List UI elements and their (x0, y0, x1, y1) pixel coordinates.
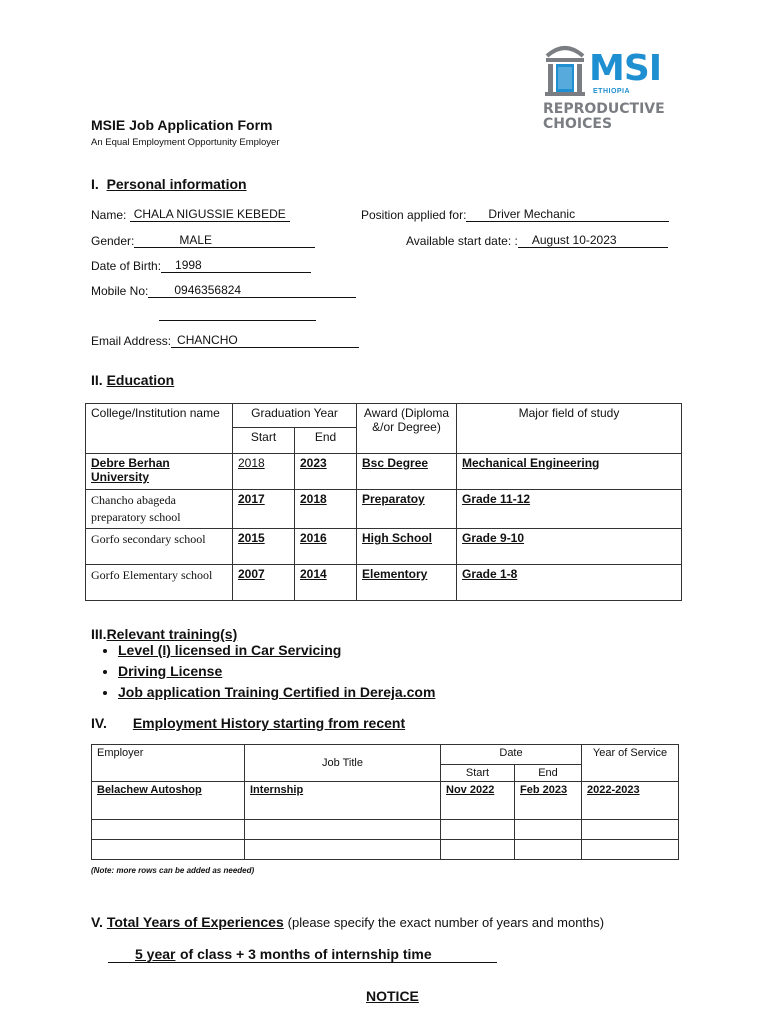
cell-college: Chancho abageda preparatory school (86, 490, 233, 529)
cell-end: Feb 2023 (515, 782, 582, 820)
section-title: Personal information (106, 176, 247, 192)
position-value: Driver Mechanic (488, 207, 576, 221)
cell-years: 2022-2023 (582, 782, 679, 820)
position-label: Position applied for: (361, 208, 467, 222)
section-experience-heading (91, 914, 604, 930)
cell-start: Nov 2022 (441, 782, 515, 820)
dob-field[interactable] (91, 258, 311, 273)
logo-tagline-line1: REPRODUCTIVE (543, 101, 665, 117)
table-row (86, 565, 682, 601)
header-years: Year of Service (582, 745, 679, 782)
cell-employer: Belachew Autoshop (92, 782, 245, 820)
header-college: College/Institution name (86, 404, 233, 454)
table-row (92, 840, 679, 860)
cell-award: High School (357, 529, 457, 565)
header-award: Award (Diploma &/or Degree) (357, 404, 457, 454)
msi-logo (543, 42, 683, 137)
section-title: Relevant training(s) (106, 626, 238, 642)
header-major: Major field of study (457, 404, 682, 454)
section-title: Education (106, 372, 175, 388)
start-date-label: Available start date: : (406, 234, 518, 248)
cell-start: 2015 (233, 529, 295, 565)
gender-label: Gender: (91, 234, 135, 248)
cell-start: 2018 (233, 454, 295, 490)
section-number: III. (91, 626, 107, 642)
cell-major: Grade 11-12 (457, 490, 682, 529)
cell-award: Preparatoy (357, 490, 457, 529)
section-personal-heading (91, 176, 247, 192)
section-number: I. (91, 176, 99, 192)
mobile-label: Mobile No: (91, 284, 149, 298)
empty-cell[interactable] (245, 840, 441, 860)
gender-field[interactable] (91, 233, 315, 248)
notice-heading: NOTICE (366, 988, 419, 1004)
table-note: (Note: more rows can be added as needed) (91, 866, 255, 875)
mobile-field[interactable] (91, 283, 356, 298)
cell-major: Grade 9-10 (457, 529, 682, 565)
training-list (96, 640, 435, 703)
experience-years: 5 year (135, 946, 176, 962)
cell-end: 2016 (295, 529, 357, 565)
education-table (85, 403, 682, 601)
empty-cell[interactable] (441, 820, 515, 840)
cell-major: Grade 1-8 (457, 565, 682, 601)
email-label: Email Address: (91, 334, 172, 348)
table-row (92, 782, 679, 820)
empty-cell[interactable] (582, 840, 679, 860)
empty-cell[interactable] (92, 820, 245, 840)
employment-table (91, 744, 679, 860)
start-date-field[interactable] (406, 233, 668, 248)
email-value: CHANCHO (177, 333, 238, 347)
empty-cell[interactable] (92, 840, 245, 860)
empty-cell[interactable] (441, 840, 515, 860)
section-number: V. (91, 914, 103, 930)
header-end: End (295, 428, 357, 454)
start-date-value: August 10-2023 (531, 233, 617, 247)
header-employer: Employer (92, 745, 245, 782)
experience-detail: of class + 3 months of internship time (180, 946, 432, 962)
logo-tagline-line2: CHOICES (543, 116, 613, 132)
blank-line (159, 320, 316, 321)
logo-brand: MSI (589, 48, 662, 89)
empty-cell[interactable] (515, 840, 582, 860)
cell-award: Elementory (357, 565, 457, 601)
cell-college: Gorfo secondary school (86, 529, 233, 565)
name-field[interactable] (91, 207, 290, 222)
table-row (92, 820, 679, 840)
cell-job-title: Internship (245, 782, 441, 820)
section-number: IV. (91, 715, 107, 731)
section-employment-heading (91, 715, 405, 731)
section-title: Total Years of Experiences (106, 914, 284, 930)
section-title: Employment History starting from recent (132, 715, 406, 731)
list-item: • Level (I) licensed in Car Servicing (118, 640, 435, 661)
building-icon (543, 42, 587, 98)
table-row (86, 454, 682, 490)
name-value: CHALA NIGUSSIE KEBEDE (133, 207, 286, 221)
table-row (86, 490, 682, 529)
section-number: II. (91, 372, 103, 388)
header-date: Date (441, 745, 582, 765)
email-field[interactable] (91, 333, 359, 348)
empty-cell[interactable] (515, 820, 582, 840)
empty-cell[interactable] (582, 820, 679, 840)
cell-end: 2018 (295, 490, 357, 529)
experience-value[interactable] (108, 945, 497, 963)
position-field[interactable] (361, 207, 669, 222)
cell-award: Bsc Degree (357, 454, 457, 490)
cell-college: Gorfo Elementary school (86, 565, 233, 601)
header-start: Start (233, 428, 295, 454)
gender-value: MALE (179, 233, 213, 247)
header-start: Start (441, 765, 515, 782)
header-job-title: Job Title (245, 745, 441, 782)
header-grad-year: Graduation Year (233, 404, 357, 428)
cell-start: 2007 (233, 565, 295, 601)
form-title: MSIE Job Application Form (91, 117, 273, 133)
section-education-heading (91, 372, 174, 388)
logo-tagline (543, 102, 665, 132)
dob-label: Date of Birth: (91, 259, 162, 273)
section-hint: (please specify the exact number of years and months) (287, 915, 605, 930)
list-item: • Job application Training Certified in Dereja.com (118, 682, 435, 703)
table-row (86, 529, 682, 565)
cell-college: Debre Berhan University (86, 454, 233, 490)
cell-start: 2017 (233, 490, 295, 529)
cell-major: Mechanical Engineering (457, 454, 682, 490)
list-item: • Driving License (118, 661, 435, 682)
cell-end: 2014 (295, 565, 357, 601)
cell-end: 2023 (295, 454, 357, 490)
form-subtitle: An Equal Employment Opportunity Employer (91, 137, 280, 148)
mobile-value: 0946356824 (174, 283, 242, 297)
header-end: End (515, 765, 582, 782)
logo-country: ETHIOPIA (593, 88, 631, 95)
dob-value: 1998 (175, 258, 202, 272)
name-label: Name: (91, 208, 127, 222)
empty-cell[interactable] (245, 820, 441, 840)
